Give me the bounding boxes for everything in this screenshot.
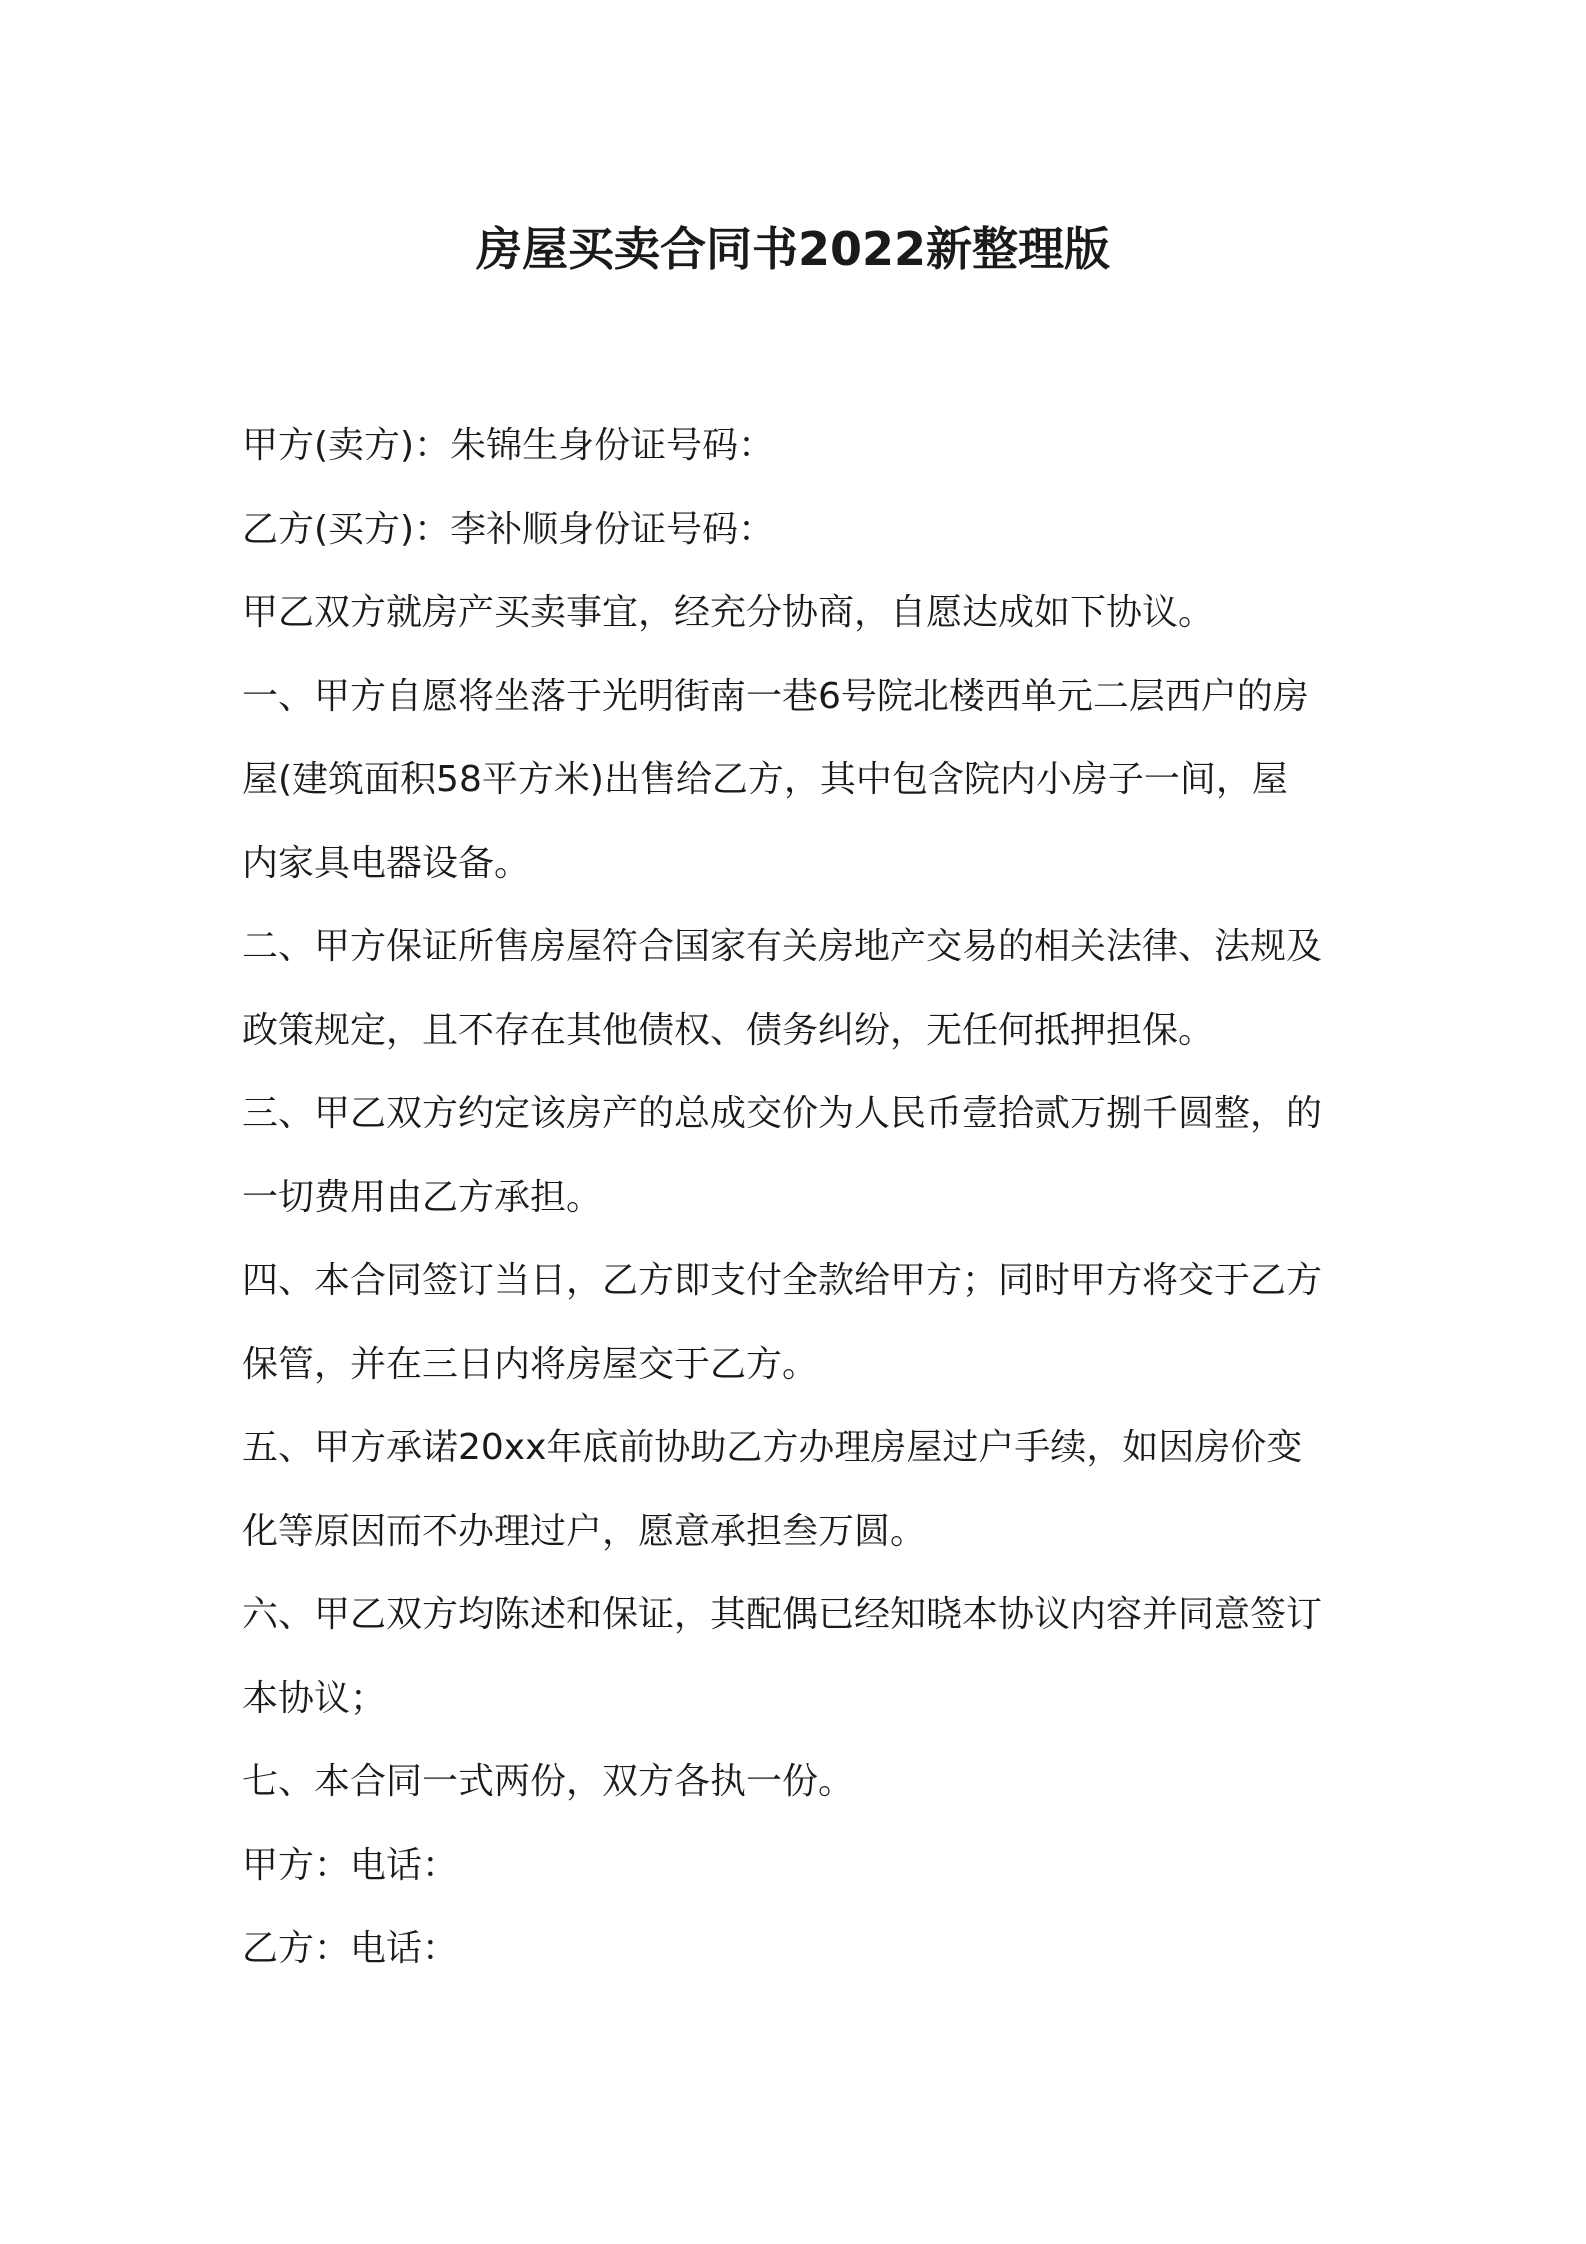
seller-line: 甲方(卖方)：朱锦生身份证号码： bbox=[242, 425, 775, 466]
clause-2-line-2: 政策规定，且不存在其他债权、债务纠纷，无任何抵押担保。 bbox=[242, 1009, 1215, 1051]
clause-2-line-1: 二、甲方保证所售房屋符合国家有关房地产交易的相关法律、法规及 bbox=[242, 926, 1323, 967]
clause-1-line-3: 内家具电器设备。 bbox=[242, 842, 531, 884]
clause-4-line-2: 保管，并在三日内将房屋交于乙方。 bbox=[242, 1343, 819, 1385]
party-a-signature-line: 甲方：电话： bbox=[242, 1844, 459, 1886]
buyer-line: 乙方(买方)：李补顺身份证号码： bbox=[242, 508, 775, 550]
clause-3-line-2: 一切费用由乙方承担。 bbox=[242, 1176, 603, 1218]
clause-4-line-1: 四、本合同签订当日，乙方即支付全款给甲方；同时甲方将交于乙方 bbox=[242, 1260, 1323, 1301]
contract-body bbox=[242, 404, 1362, 1991]
party-b-signature-line: 乙方：电话： bbox=[242, 1928, 459, 1969]
clause-3-line-1: 三、甲乙双方约定该房产的总成交价为人民币壹拾贰万捌千圆整，的 bbox=[242, 1093, 1323, 1134]
clause-6-line-2: 本协议； bbox=[242, 1677, 387, 1719]
clause-1-line-1: 一、甲方自愿将坐落于光明街南一巷6号院北楼西单元二层西户的房 bbox=[242, 675, 1309, 717]
agreement-intro: 甲乙双方就房产买卖事宜，经充分协商，自愿达成如下协议。 bbox=[242, 592, 1215, 633]
clause-7-line: 七、本合同一式两份，双方各执一份。 bbox=[242, 1761, 855, 1802]
document-title: 房屋买卖合同书2022新整理版 bbox=[475, 222, 1111, 276]
clause-1-line-2: 屋(建筑面积58平方米)出售给乙方，其中包含院内小房子一间，屋 bbox=[242, 759, 1288, 800]
clause-6-line-1: 六、甲乙双方均陈述和保证，其配偶已经知晓本协议内容并同意签订 bbox=[242, 1594, 1323, 1635]
clause-5-line-1: 五、甲方承诺20xx年底前协助乙方办理房屋过户手续，如因房价变 bbox=[242, 1427, 1303, 1468]
clause-5-line-2: 化等原因而不办理过户，愿意承担叁万圆。 bbox=[242, 1510, 927, 1552]
